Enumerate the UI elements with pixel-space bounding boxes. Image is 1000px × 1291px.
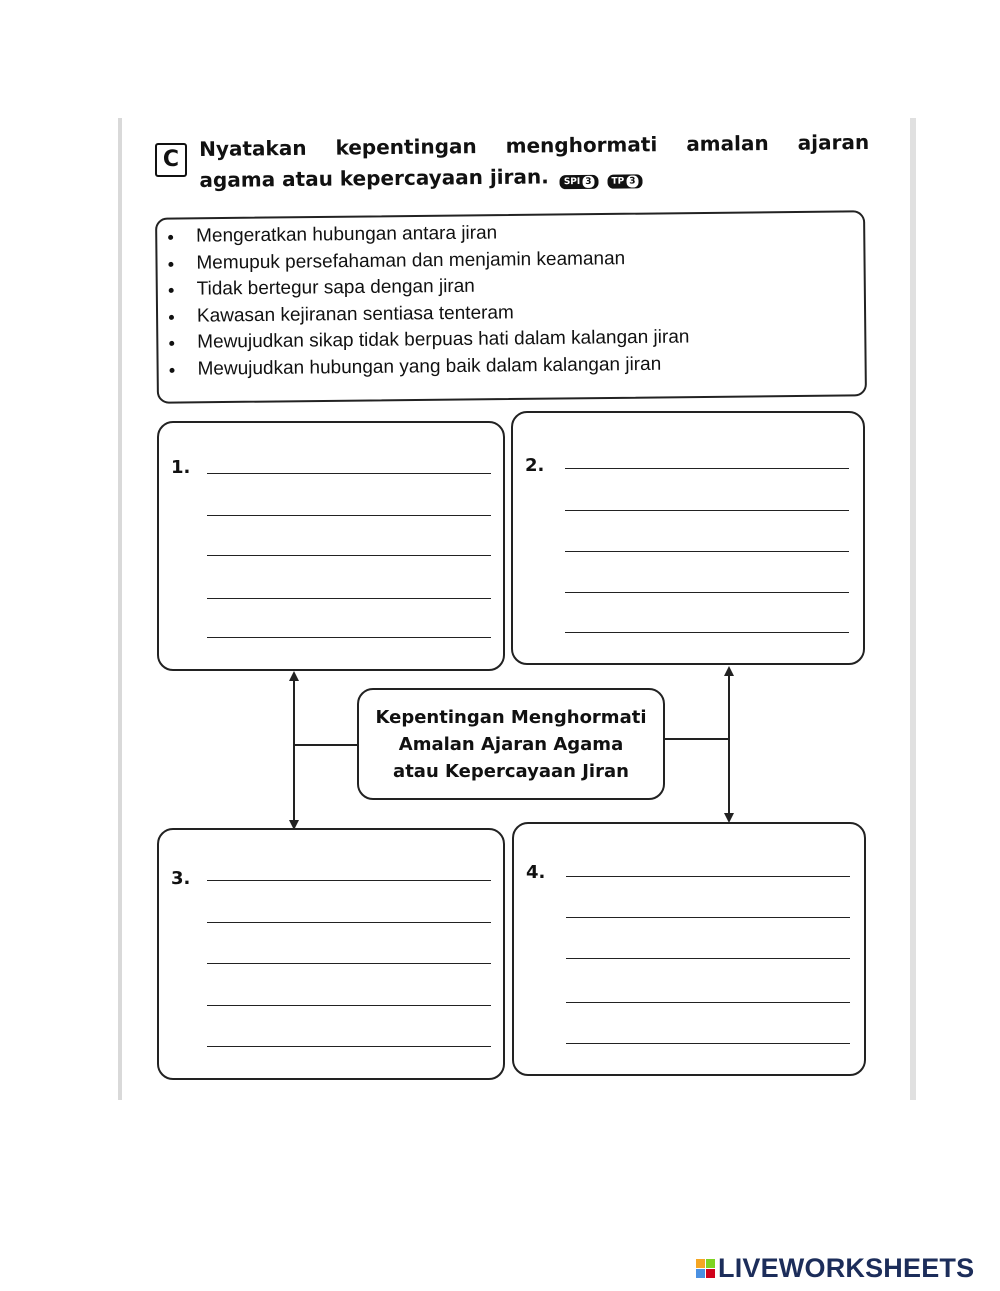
answer-line[interactable] — [565, 592, 849, 593]
brand-name: LIVEWORKSHEETS — [718, 1252, 975, 1283]
answer-card-3 — [157, 828, 505, 1080]
tp-tag: TP 3 — [607, 174, 642, 188]
right-connector-vertical — [728, 674, 730, 814]
answer-line[interactable] — [566, 1002, 850, 1003]
question-line-1: Nyatakan kepentingan menghormati amalan ajaran — [199, 129, 870, 161]
answer-card-4 — [512, 822, 866, 1076]
answer-line[interactable] — [207, 1005, 491, 1006]
answer-line[interactable] — [207, 880, 491, 881]
answer-card-2 — [511, 411, 865, 665]
card-number: 2. — [525, 455, 545, 476]
option-item: Tidak bertegur sapa dengan jiran — [165, 272, 689, 304]
answer-line[interactable] — [566, 876, 850, 877]
card-number: 4. — [526, 862, 546, 883]
section-letter-box: C — [155, 143, 187, 177]
left-connector-horizontal — [295, 744, 357, 746]
level-tags — [560, 161, 645, 193]
right-connector-horizontal — [665, 738, 728, 740]
answer-line[interactable] — [207, 555, 491, 556]
center-topic-box — [357, 688, 665, 800]
answer-line[interactable] — [566, 958, 850, 959]
liveworksheets-logo-icon — [696, 1259, 715, 1278]
left-connector-vertical — [293, 680, 295, 820]
answer-line[interactable] — [207, 515, 491, 516]
option-item: Memupuk persefahaman dan menjamin keamanan — [164, 245, 688, 277]
answer-line[interactable] — [565, 551, 849, 552]
question-text — [199, 127, 870, 197]
answer-line[interactable] — [207, 637, 491, 638]
answer-line[interactable] — [207, 922, 491, 923]
answer-line[interactable] — [207, 598, 491, 599]
option-item: Kawasan kejiranan sentiasa tenteram — [165, 298, 689, 330]
card-number: 1. — [171, 457, 191, 478]
logo-square — [696, 1259, 705, 1268]
answer-line[interactable] — [566, 917, 850, 918]
answer-line[interactable] — [565, 510, 849, 511]
answer-line[interactable] — [207, 473, 491, 474]
option-item: Mewujudkan hubungan yang baik dalam kalangan jiran — [165, 351, 689, 383]
center-line-2: Amalan Ajaran Agama — [398, 733, 624, 755]
liveworksheets-brand — [696, 1253, 974, 1283]
logo-square — [706, 1259, 715, 1268]
spi-tag: SPI 3 — [560, 175, 599, 189]
answer-card-1 — [157, 421, 505, 671]
answer-line[interactable] — [207, 1046, 491, 1047]
answer-line[interactable] — [565, 468, 849, 469]
answer-line[interactable] — [207, 963, 491, 964]
arrow-up-icon — [289, 671, 299, 681]
answer-line[interactable] — [566, 1043, 850, 1044]
center-line-1: Kepentingan Menghormati — [375, 706, 647, 728]
answer-line[interactable] — [565, 632, 849, 633]
options-list — [164, 219, 690, 383]
question-line-2-text: agama atau kepercayaan jiran. — [199, 164, 549, 192]
logo-square — [706, 1269, 715, 1278]
option-item: Mengeratkan hubungan antara jiran — [164, 219, 688, 251]
center-line-3: atau Kepercayaan Jiran — [393, 760, 629, 782]
logo-square — [696, 1269, 705, 1278]
option-item: Mewujudkan sikap tidak berpuas hati dalam kalangan jiran — [165, 325, 689, 357]
card-number: 3. — [171, 868, 191, 889]
arrow-up-icon — [724, 666, 734, 676]
